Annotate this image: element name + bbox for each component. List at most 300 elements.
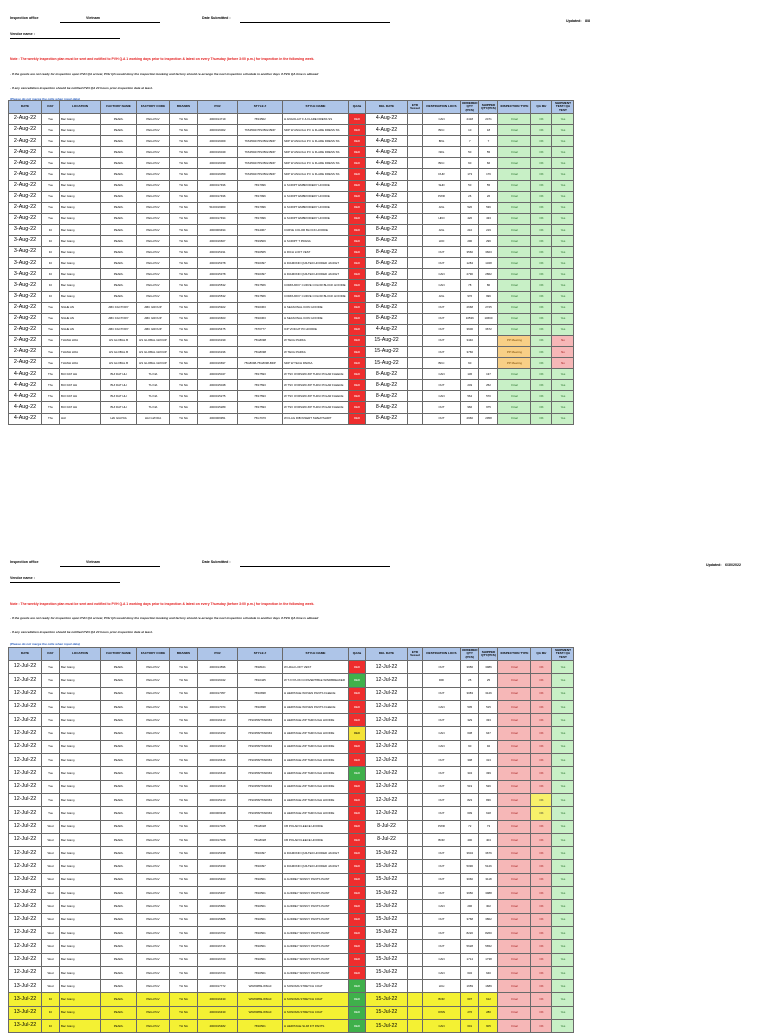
table-cell: 76S6397: [238, 860, 283, 873]
table-row[interactable]: [9, 740, 574, 753]
table-cell: 76S6501: [238, 913, 283, 926]
table-cell: 12-Jul-22: [366, 767, 408, 780]
table-cell: OUT: [423, 807, 461, 820]
column-header: DATE: [9, 648, 42, 661]
table-cell: 12-Jul-22: [9, 727, 42, 740]
table-cell: 4-Aug-22: [366, 136, 408, 147]
table-row[interactable]: [9, 900, 574, 913]
table-cell: 8-Aug-22: [366, 413, 408, 424]
table-cell: TH NA: [170, 358, 198, 369]
table-cell: 12-Jul-22: [9, 966, 42, 979]
table-row[interactable]: [9, 993, 574, 1006]
table-cell: Wed: [42, 820, 60, 833]
table-cell: [408, 953, 423, 966]
table-cell: PEG-PGV: [137, 873, 170, 886]
table-cell: 15-Aug-22: [366, 346, 408, 357]
column-header: INSPECTION TYPE: [498, 101, 531, 114]
table-row[interactable]: [9, 335, 574, 346]
table-cell: 2-Aug-22: [9, 158, 42, 169]
table-cell: [408, 413, 423, 424]
table-cell: OK: [531, 180, 552, 191]
table-cell: Final: [498, 940, 531, 953]
table-cell: OUT: [423, 661, 461, 674]
table-cell: CORDUROY CURVE COLOR BLOCK HOODIE: [283, 291, 349, 302]
table-row[interactable]: [9, 953, 574, 966]
table-cell: 4-Aug-22: [366, 202, 408, 213]
note-do-not-merge: (Please do not merge the cells when input data): [10, 642, 80, 646]
table-cell: 526: [479, 780, 498, 793]
table-row[interactable]: [9, 380, 574, 391]
table-cell: 76S6397: [238, 258, 283, 269]
table-cell: 3986: [479, 661, 498, 674]
table-cell: OUT: [423, 346, 461, 357]
table-cell: RED: [349, 780, 366, 793]
table-cell: PEARL: [101, 213, 137, 224]
table-cell: RED: [349, 269, 366, 280]
table-cell: H AUDREY SKINNY PANTS PAINT: [283, 953, 349, 966]
table-cell: Final: [498, 661, 531, 674]
table-row[interactable]: [9, 860, 574, 873]
table-cell: NGHE AN: [60, 302, 101, 313]
table-cell: TH NA: [170, 269, 198, 280]
table-cell: BUI DAT HH: [60, 391, 101, 402]
table-cell: Bac Giang: [60, 1006, 101, 1019]
table-cell: 2-Aug-22: [9, 335, 42, 346]
table-cell: ANL: [423, 224, 461, 235]
table-cell: 4000017025: [198, 820, 238, 833]
table-cell: PEARL: [101, 202, 137, 213]
table-cell: 76S6501: [238, 953, 283, 966]
table-row[interactable]: [9, 269, 574, 280]
date-submitted-field[interactable]: [240, 566, 390, 567]
table-cell: CAN: [423, 269, 461, 280]
table-cell: PEARL: [101, 860, 137, 873]
table-cell: OK: [531, 860, 552, 873]
table-cell: 3603: [479, 247, 498, 258]
table-cell: 8-Aug-22: [366, 224, 408, 235]
table-cell: 76S7593: [238, 380, 283, 391]
table-cell: 73: [479, 820, 498, 833]
table-cell: TH NA: [170, 873, 198, 886]
table-cell: 3768: [461, 913, 479, 926]
table-cell: PEG-PGV: [137, 191, 170, 202]
table-cell: PEARL: [101, 887, 137, 900]
table-cell: 78: [461, 280, 479, 291]
table-cell: W TJ NYLON CONVERTIBLE WINDBREAKER: [283, 674, 349, 687]
table-cell: 4000016039: [198, 158, 238, 169]
table-cell: 55: [479, 180, 498, 191]
table-cell: RED: [349, 1006, 366, 1019]
table-row[interactable]: [9, 793, 574, 806]
table-cell: 3-Aug-22: [9, 291, 42, 302]
table-cell: 12-Jul-22: [366, 740, 408, 753]
table-cell: PWR: [423, 191, 461, 202]
table-cell: 975: [479, 402, 498, 413]
inspection-office-label: Inspection office: [10, 560, 39, 564]
table-cell: 76S0445: [238, 674, 283, 687]
table-cell: Tue: [42, 302, 60, 313]
table-cell: 15-Jul-22: [366, 953, 408, 966]
table-cell: 333: [479, 714, 498, 727]
table-cell: 4000015482: [198, 1020, 238, 1033]
table-cell: Final: [498, 740, 531, 753]
table-cell: Final: [498, 833, 531, 846]
table-cell: H HERITAGE ZIP THROUGH HOODIE: [283, 740, 349, 753]
table-cell: RED: [349, 687, 366, 700]
table-row[interactable]: [9, 258, 574, 269]
table-cell: [408, 335, 423, 346]
table-cell: PEG-PGV: [137, 700, 170, 713]
table-row[interactable]: [9, 180, 574, 191]
table-cell: Tue: [42, 793, 60, 806]
table-cell: RED: [349, 807, 366, 820]
table-row[interactable]: [9, 247, 574, 258]
table-cell: Fri: [42, 258, 60, 269]
vendor-name-label: Vendor name :: [10, 576, 35, 580]
table-cell: 2-Aug-22: [9, 114, 42, 125]
table-cell: [408, 302, 423, 313]
table-row[interactable]: [9, 780, 574, 793]
table-row[interactable]: [9, 807, 574, 820]
table-cell: 15-Jul-22: [366, 966, 408, 979]
table-cell: 12-Jul-22: [9, 740, 42, 753]
table-row[interactable]: [9, 700, 574, 713]
table-cell: PEARL: [101, 180, 137, 191]
table-cell: 76S6501: [238, 887, 283, 900]
table-cell: 12-Jul-22: [9, 833, 42, 846]
table-row[interactable]: [9, 202, 574, 213]
table-cell: BOR: [423, 993, 461, 1006]
table-cell: TH NA: [137, 369, 170, 380]
table-cell: Bac Giang: [60, 674, 101, 687]
table-cell: Bac Giang: [60, 661, 101, 674]
table-row[interactable]: [9, 754, 574, 767]
table-cell: 76S6501: [238, 966, 283, 979]
table-cell: 4000015685: [198, 913, 238, 926]
table-row[interactable]: [9, 213, 574, 224]
table-cell: PEG-PGV: [137, 224, 170, 235]
table-cell: Bac Giang: [60, 820, 101, 833]
table-cell: H HERITAGE ZIP THROUGH HOODIE: [283, 793, 349, 806]
table-cell: Yes: [552, 966, 574, 979]
table-row[interactable]: [9, 346, 574, 357]
table-row[interactable]: [9, 1006, 574, 1019]
table-cell: TH NA: [170, 900, 198, 913]
table-cell: OK: [531, 280, 552, 291]
table-cell: 3560: [461, 247, 479, 258]
table-cell: 4000015463: [198, 873, 238, 886]
column-header: QA#&: [349, 101, 366, 114]
table-cell: 76S6397: [238, 269, 283, 280]
table-cell: [408, 847, 423, 860]
vendor-name-field[interactable]: [10, 582, 120, 583]
table-cell: 76S0358/76S0963: [238, 793, 283, 806]
table-row[interactable]: [9, 191, 574, 202]
table-cell: OK: [531, 873, 552, 886]
table-cell: Bac Giang: [60, 780, 101, 793]
table-cell: No: [552, 346, 574, 357]
table-cell: OK: [531, 966, 552, 979]
table-cell: RED: [349, 900, 366, 913]
table-row[interactable]: [9, 169, 574, 180]
table-cell: 15-Aug-22: [366, 358, 408, 369]
table-cell: Tue: [42, 807, 60, 820]
table-row[interactable]: [9, 358, 574, 369]
table-cell: 3-Aug-22: [9, 247, 42, 258]
table-cell: 1714: [461, 953, 479, 966]
date-submitted-label: Date Submitted :: [202, 560, 231, 564]
table-cell: Wed: [42, 847, 60, 860]
table-cell: Final: [498, 767, 531, 780]
table-cell: Yes: [552, 202, 574, 213]
table-cell: 3-Aug-22: [9, 258, 42, 269]
table-cell: 12-Jul-22: [366, 754, 408, 767]
table-cell: PEARL: [101, 700, 137, 713]
table-cell: RED: [349, 180, 366, 191]
table-row[interactable]: [9, 980, 574, 993]
table-cell: 15-Jul-22: [366, 980, 408, 993]
table-row[interactable]: [9, 224, 574, 235]
table-cell: Final: [498, 780, 531, 793]
table-cell: 66: [479, 158, 498, 169]
table-row[interactable]: [9, 887, 574, 900]
table-cell: 76S6397: [238, 847, 283, 860]
table-cell: OK: [531, 740, 552, 753]
table-cell: 2-Aug-22: [9, 169, 42, 180]
header-row: [9, 648, 574, 661]
table-cell: RED: [349, 391, 366, 402]
table-row[interactable]: [9, 236, 574, 247]
table-cell: OK: [531, 125, 552, 136]
table-cell: Fri: [42, 280, 60, 291]
table-cell: 339: [479, 767, 498, 780]
table-cell: H HERITAGE ZIP THROUGH HOODIE: [283, 807, 349, 820]
column-header: DEL DATE: [366, 101, 408, 114]
table-row[interactable]: [9, 913, 574, 926]
table-row[interactable]: [9, 291, 574, 302]
table-cell: OUT: [423, 402, 461, 413]
column-header: STYLE #: [238, 101, 283, 114]
table-cell: PEARL: [101, 727, 137, 740]
table-cell: 12-Jul-22: [366, 700, 408, 713]
table-row[interactable]: [9, 940, 574, 953]
table-cell: Yes: [552, 807, 574, 820]
table-cell: THANH HOA: [60, 358, 101, 369]
office-underline: [60, 22, 160, 23]
table-cell: 15-Jul-22: [366, 993, 408, 1006]
table-cell: H SONOMA STRETCH COAT: [283, 993, 349, 1006]
table-cell: TH NA: [170, 887, 198, 900]
table-cell: Yes: [552, 754, 574, 767]
table-cell: BKC: [423, 158, 461, 169]
table-row[interactable]: [9, 727, 574, 740]
table-cell: 4000016009: [198, 136, 238, 147]
table-cell: OUT: [423, 313, 461, 324]
table-cell: HAI: [60, 413, 101, 424]
table-cell: PEG-PGV: [137, 980, 170, 993]
table-cell: 12-Jul-22: [366, 793, 408, 806]
table-cell: RED: [349, 258, 366, 269]
table-cell: [408, 820, 423, 833]
table-row[interactable]: [9, 1020, 574, 1033]
table-cell: 308: [461, 754, 479, 767]
table-cell: 823: [461, 793, 479, 806]
table-cell: Yes: [552, 147, 574, 158]
table-cell: TH NA: [170, 413, 198, 424]
table-cell: 4-Aug-22: [9, 413, 42, 424]
table-row[interactable]: [9, 369, 574, 380]
table-cell: 2471: [479, 114, 498, 125]
table-cell: 12-Jul-22: [9, 926, 42, 939]
table-row[interactable]: [9, 820, 574, 833]
table-cell: Tue: [42, 335, 60, 346]
table-cell: Yes: [552, 847, 574, 860]
vendor-name-label: Vendor name :: [10, 32, 35, 36]
table-cell: [408, 191, 423, 202]
table-cell: Final: [498, 136, 531, 147]
table-cell: H DIAMOND QUILTED HOODED JACKET: [283, 847, 349, 860]
table-cell: Yes: [552, 700, 574, 713]
table-cell: W HIGH LOFT VEST: [283, 661, 349, 674]
table-cell: RED: [349, 980, 366, 993]
table-row[interactable]: [9, 402, 574, 413]
table-cell: 25: [461, 674, 479, 687]
table-cell: 515: [479, 700, 498, 713]
table-row[interactable]: [9, 873, 574, 886]
table-row[interactable]: [9, 136, 574, 147]
table-cell: 505: [461, 700, 479, 713]
table-row[interactable]: [9, 661, 574, 674]
table-cell: Final: [498, 807, 531, 820]
table-cell: RED: [349, 1020, 366, 1033]
table-cell: H AUDREY SKINNY PANTS PAINT: [283, 966, 349, 979]
table-cell: 276: [461, 1006, 479, 1019]
table-cell: Bac Giang: [60, 887, 101, 900]
table-cell: H DIAMOND QUILTED HOODED JACKET: [283, 860, 349, 873]
table-cell: HS GLOBAL GROUP: [137, 335, 170, 346]
table-cell: 8220: [461, 926, 479, 939]
table-cell: PEARL: [101, 953, 137, 966]
table-cell: Yes: [552, 180, 574, 191]
table-row[interactable]: [9, 125, 574, 136]
table-row[interactable]: [9, 674, 574, 687]
table-row[interactable]: [9, 847, 574, 860]
date-submitted-field[interactable]: [240, 22, 390, 23]
table-cell: OUT: [423, 847, 461, 860]
table-cell: Final: [498, 391, 531, 402]
table-cell: 1000016042: [198, 674, 238, 687]
table-cell: 4000016002: [198, 125, 238, 136]
table-cell: 4-Aug-22: [366, 158, 408, 169]
table-cell: RED: [349, 169, 366, 180]
table-cell: 15-Jul-22: [366, 900, 408, 913]
inspection-office-value: Vietnam: [86, 560, 100, 564]
table-cell: 4000014719: [198, 114, 238, 125]
table-cell: OK: [531, 807, 552, 820]
table-cell: H DIAMOND QUILTED HOODED JACKET: [283, 258, 349, 269]
table-cell: 76S3502/76S3502-BDP: [238, 136, 283, 147]
table-cell: 25: [479, 674, 498, 687]
table-row[interactable]: [9, 114, 574, 125]
table-cell: PEG-PGV: [137, 926, 170, 939]
table-cell: OK: [531, 291, 552, 302]
table-row[interactable]: [9, 926, 574, 939]
table-cell: OK: [531, 767, 552, 780]
table-cell: PEG-PGV: [137, 674, 170, 687]
table-cell: BUI DAT HH: [101, 402, 137, 413]
table-row[interactable]: [9, 313, 574, 324]
column-header: LOCATION: [60, 648, 101, 661]
table-cell: 8-Aug-22: [366, 269, 408, 280]
table-cell: TH NA: [170, 793, 198, 806]
table-cell: H HERITAGE ZIP THROUGH HOODIE: [283, 780, 349, 793]
table-cell: CAN: [423, 114, 461, 125]
table-cell: Final: [498, 280, 531, 291]
table-cell: TH NA: [170, 136, 198, 147]
table-cell: 7: [461, 136, 479, 147]
table-cell: Final: [498, 860, 531, 873]
table-row[interactable]: [9, 391, 574, 402]
table-row[interactable]: [9, 966, 574, 979]
table-row[interactable]: [9, 413, 574, 424]
table-cell: 210: [461, 224, 479, 235]
table-cell: RED: [349, 380, 366, 391]
table-cell: 4-Aug-22: [366, 191, 408, 202]
table-row[interactable]: [9, 302, 574, 313]
table-cell: 836: [479, 793, 498, 806]
table-cell: PEG-PGV: [137, 687, 170, 700]
table-cell: [408, 346, 423, 357]
table-cell: [408, 236, 423, 247]
table-cell: Tue: [42, 114, 60, 125]
table-row[interactable]: [9, 158, 574, 169]
table-row[interactable]: [9, 687, 574, 700]
table-cell: 638: [461, 727, 479, 740]
table-cell: BOR: [423, 833, 461, 846]
table-cell: Fri: [42, 993, 60, 1006]
table-cell: PEG-PGV: [137, 180, 170, 191]
table-row[interactable]: [9, 280, 574, 291]
table-row[interactable]: [9, 833, 574, 846]
table-cell: 329: [461, 714, 479, 727]
table-cell: TH NA: [170, 402, 198, 413]
table-cell: Bac Giang: [60, 926, 101, 939]
table-row[interactable]: [9, 324, 574, 335]
table-cell: Final: [498, 369, 531, 380]
table-cell: TH NA: [170, 346, 198, 357]
column-header: BRANDS: [170, 648, 198, 661]
table-cell: 4000016616: [198, 754, 238, 767]
table-cell: Wed: [42, 833, 60, 846]
table-cell: PEARL: [101, 224, 137, 235]
table-cell: 76S0838: [238, 700, 283, 713]
table-row[interactable]: [9, 714, 574, 727]
vendor-name-field[interactable]: [10, 38, 120, 39]
table-cell: Final: [498, 700, 531, 713]
table-cell: Yes: [552, 740, 574, 753]
table-cell: 8-Aug-22: [366, 302, 408, 313]
table-cell: Bac Giang: [60, 754, 101, 767]
table-cell: H SCRIPT EMBROIDERY HOODIE: [283, 213, 349, 224]
table-row[interactable]: [9, 147, 574, 158]
table-cell: OK: [531, 727, 552, 740]
table-cell: 12-Jul-22: [366, 661, 408, 674]
table-cell: 137: [479, 369, 498, 380]
table-cell: Final: [498, 324, 531, 335]
table-row[interactable]: [9, 767, 574, 780]
table-cell: 536: [479, 202, 498, 213]
table-cell: 4000017028: [198, 833, 238, 846]
